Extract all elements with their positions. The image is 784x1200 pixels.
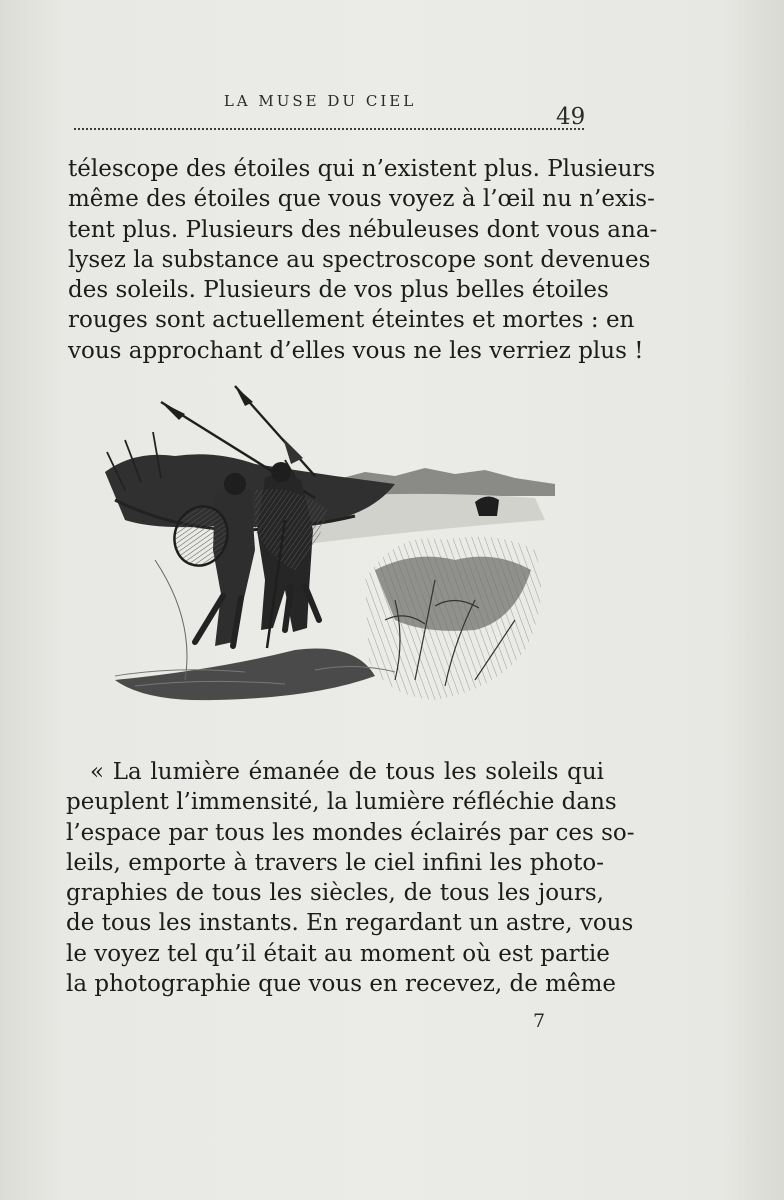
- text-line: tent plus. Plusieurs des nébuleuses dont vous ana-: [68, 216, 658, 243]
- page-number: 49: [556, 104, 586, 130]
- text-line: de tous les instants. En regardant un astre, vous: [66, 910, 634, 937]
- text-line: télescope des étoiles qui n’existent plus. Plusieurs: [68, 156, 656, 182]
- ground-shadow: [115, 648, 375, 700]
- engraving-illustration: [95, 380, 565, 730]
- paragraph-top: [68, 154, 658, 366]
- header-dotted-rule: [74, 128, 584, 130]
- text-line: rouges sont actuellement éteintes et mortes : en: [68, 307, 635, 334]
- text-line: l’espace par tous les mondes éclairés par ces so-: [66, 819, 635, 846]
- text-line: le voyez tel qu’il était au moment où est partie: [66, 940, 610, 967]
- text-line: leils, emporte à travers le ciel infini les photo-: [66, 849, 604, 876]
- text-line: la photographie que vous en recevez, de même: [66, 971, 616, 998]
- text-line: « La lumière émanée de tous les soleils qui: [90, 759, 604, 785]
- text-line: des soleils. Plusieurs de vos plus belles étoiles: [68, 277, 609, 304]
- paragraph-bottom: [66, 757, 635, 999]
- text-line: graphies de tous les siècles, de tous les jours,: [66, 880, 604, 907]
- text-line: même des étoiles que vous voyez à l’œil nu n’exis-: [68, 186, 655, 213]
- text-line: vous approchant d’elles vous ne les verriez plus !: [68, 337, 644, 364]
- running-title: LA MUSE DU CIEL: [223, 92, 417, 110]
- signature-mark: 7: [533, 1010, 546, 1032]
- text-line: peuplent l’immensité, la lumière réfléchie dans: [66, 789, 617, 816]
- text-line: lysez la substance au spectroscope sont devenues: [68, 246, 651, 273]
